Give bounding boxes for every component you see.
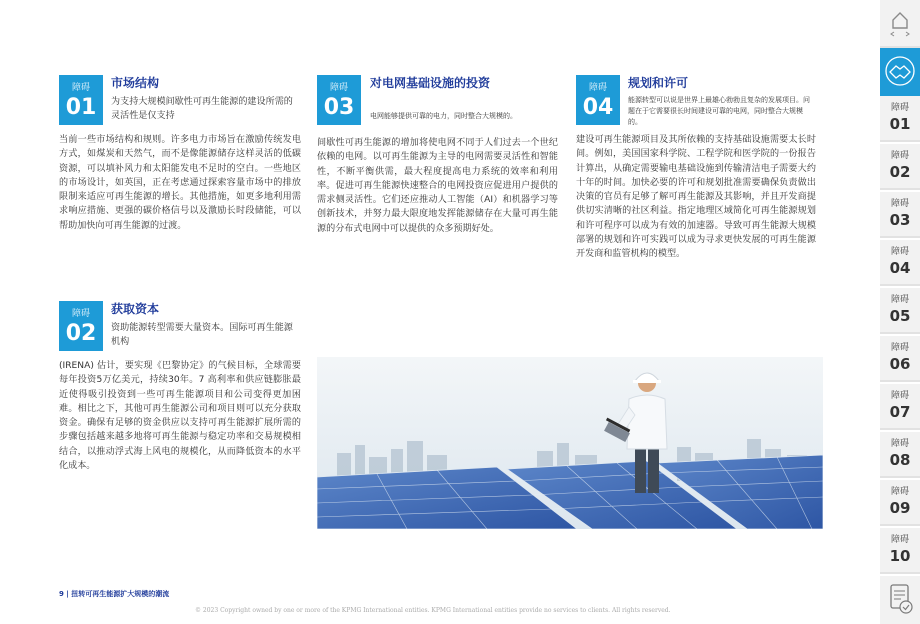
nav-item-number: 09 bbox=[889, 499, 911, 517]
section-nav bbox=[880, 0, 920, 624]
nav-item-label: 障碍 bbox=[890, 295, 909, 305]
badge-label: 障碍 bbox=[588, 83, 607, 93]
nav-item-barrier-04[interactable] bbox=[880, 240, 920, 286]
nav-item-barrier-05[interactable] bbox=[880, 288, 920, 334]
nav-item-barrier-02[interactable] bbox=[880, 144, 920, 190]
barrier-badge bbox=[317, 75, 361, 125]
nav-item-number: 08 bbox=[889, 451, 911, 469]
badge-number: 01 bbox=[65, 95, 97, 120]
block-body: 建设可再生能源项目及其所依赖的支持基础设施需要太长时间。例如，美国国家科学院、工程学院和医学院的一份报告计算出，从确定需要输电基础设施到传输清洁电子需要大约十年的时间。加快必要的许可和规划批准需要确保负责做出决策的官员有足够了解可再生能源及其影响，并且开发商提供切实清晰的社区利益。指定地理区域简化可再生能源规划和许可程序可以成为有效的加速器。导致可再生能源大规模部署的规划和许可实践可以成为寻求更快发展的可再生能源开发商和监管机构的模型。 bbox=[576, 135, 816, 260]
nav-item-barrier-09[interactable] bbox=[880, 480, 920, 526]
block-subtitle: 资助能源转型需要大量资本。国际可再生能源机构 bbox=[111, 323, 293, 348]
nav-item-barrier-07[interactable] bbox=[880, 384, 920, 430]
nav-item-number: 02 bbox=[889, 163, 911, 181]
badge-number: 03 bbox=[323, 95, 355, 120]
badge-number: 02 bbox=[65, 321, 97, 346]
badge-number: 04 bbox=[582, 95, 614, 120]
nav-item-number: 03 bbox=[889, 211, 911, 229]
nav-item-number: 01 bbox=[889, 115, 911, 133]
block-body: (IRENA) 估计，要实现《巴黎协定》的气候目标，全球需要每年投资5万亿美元，持续30年。7 高利率和供应链膨胀最近使得吸引投资到一些可再生能源项目和公司变得更加困难。相比之下，其他可再生能源公司和项目则可以充分获取资金。确保有足够的资金供应以支持可再生能源扩展所需的步骤包括越来越多地将可再生能源与稳定功率和交易规模相结合，以推动浮式海上风电的规模化，从而降低资本的水平化成本。 bbox=[59, 361, 301, 472]
nav-item-number: 06 bbox=[889, 355, 911, 373]
nav-item-label: 障碍 bbox=[890, 103, 909, 113]
page-footer-label: 9 | 扭转可再生能源扩大规模的潮流 bbox=[59, 590, 170, 598]
nav-item-number: 05 bbox=[889, 307, 911, 325]
nav-item-label: 障碍 bbox=[890, 439, 909, 449]
barrier-badge bbox=[59, 75, 103, 125]
nav-item-barrier-10[interactable] bbox=[880, 528, 920, 574]
nav-item-label: 障碍 bbox=[890, 199, 909, 209]
copyright-notice: © 2023 Copyright owned by one or more of the KPMG International entities. KPMG International entities provide no services to clients. All rights reserved. bbox=[195, 607, 671, 614]
nav-item-barrier-06[interactable] bbox=[880, 336, 920, 382]
nav-item-number: 10 bbox=[889, 547, 911, 565]
nav-item-label: 障碍 bbox=[890, 487, 909, 497]
block-body: 间歇性可再生能源的增加将使电网不同于人们过去一个世纪依赖的电网。以可再生能源为主导的电网需要灵活性和智能性，不断平衡供需，最大程度提高电力系统的效率和利用率。促进可再生能源快速整合的电网投资应促进用户提供的需求侧灵活性。它们还应推动人工智能（AI）和机器学习等创新技术，并努力最大限度地发挥能源储存在大量可再生能源的分布式电网中可以提供的众多预期好处。 bbox=[317, 138, 558, 234]
block-body: 当前一些市场结构和规则。许多电力市场旨在激励传统发电方式，如煤炭和天然气，而不是像能源储存这样灵活的低碳资源，可以填补风力和太阳能发电不足时的空白。一些地区的市场设计，如英国，正在考虑通过探索容量市场中的排放限制来适应可再生能源的增长。其他措施，如更多地利用需求响应措施、更强的碳价格信号以及激励长时段储能，可以帮助加快向可再生能源的过渡。 bbox=[59, 135, 301, 231]
block-subtitle: 为支持大规模间歇性可再生能源的建设所需的灵活性是仅支持 bbox=[111, 97, 293, 122]
block-subtitle: 能源转型可以说是世界上最雄心勃勃且复杂的发展项目。问题在于它需要很长时间建设可靠的电网，同时整合大规模的。 bbox=[628, 96, 810, 126]
badge-label: 障碍 bbox=[71, 309, 90, 319]
checklist-icon bbox=[880, 576, 920, 624]
handshake-icon bbox=[880, 48, 920, 94]
nav-item-label: 障碍 bbox=[890, 391, 909, 401]
home-icon bbox=[880, 0, 920, 46]
nav-item-label: 障碍 bbox=[890, 535, 909, 545]
nav-item-barrier-03[interactable] bbox=[880, 192, 920, 238]
nav-item-barrier-01[interactable] bbox=[880, 96, 920, 142]
nav-item-label: 障碍 bbox=[890, 247, 909, 257]
badge-label: 障碍 bbox=[329, 83, 348, 93]
badge-label: 障碍 bbox=[71, 83, 90, 93]
nav-item-label: 障碍 bbox=[890, 151, 909, 161]
nav-item-barrier-08[interactable] bbox=[880, 432, 920, 478]
nav-item-number: 07 bbox=[889, 403, 911, 421]
block-subtitle: 电网能够提供可靠的电力，同时整合大规模的。 bbox=[370, 112, 517, 120]
block-title: 对电网基础设施的投资 bbox=[370, 76, 491, 90]
checklist-button[interactable] bbox=[880, 576, 920, 624]
block-title: 规划和许可 bbox=[628, 76, 689, 90]
nav-item-label: 障碍 bbox=[890, 343, 909, 353]
solar-engineer-photo bbox=[317, 357, 823, 529]
handshake-button[interactable] bbox=[880, 48, 920, 96]
nav-item-number: 04 bbox=[889, 259, 911, 277]
barrier-badge bbox=[59, 301, 103, 351]
barrier-badge bbox=[576, 75, 620, 125]
home-button[interactable] bbox=[880, 0, 920, 48]
block-title: 获取资本 bbox=[111, 302, 160, 316]
block-title: 市场结构 bbox=[111, 76, 160, 90]
